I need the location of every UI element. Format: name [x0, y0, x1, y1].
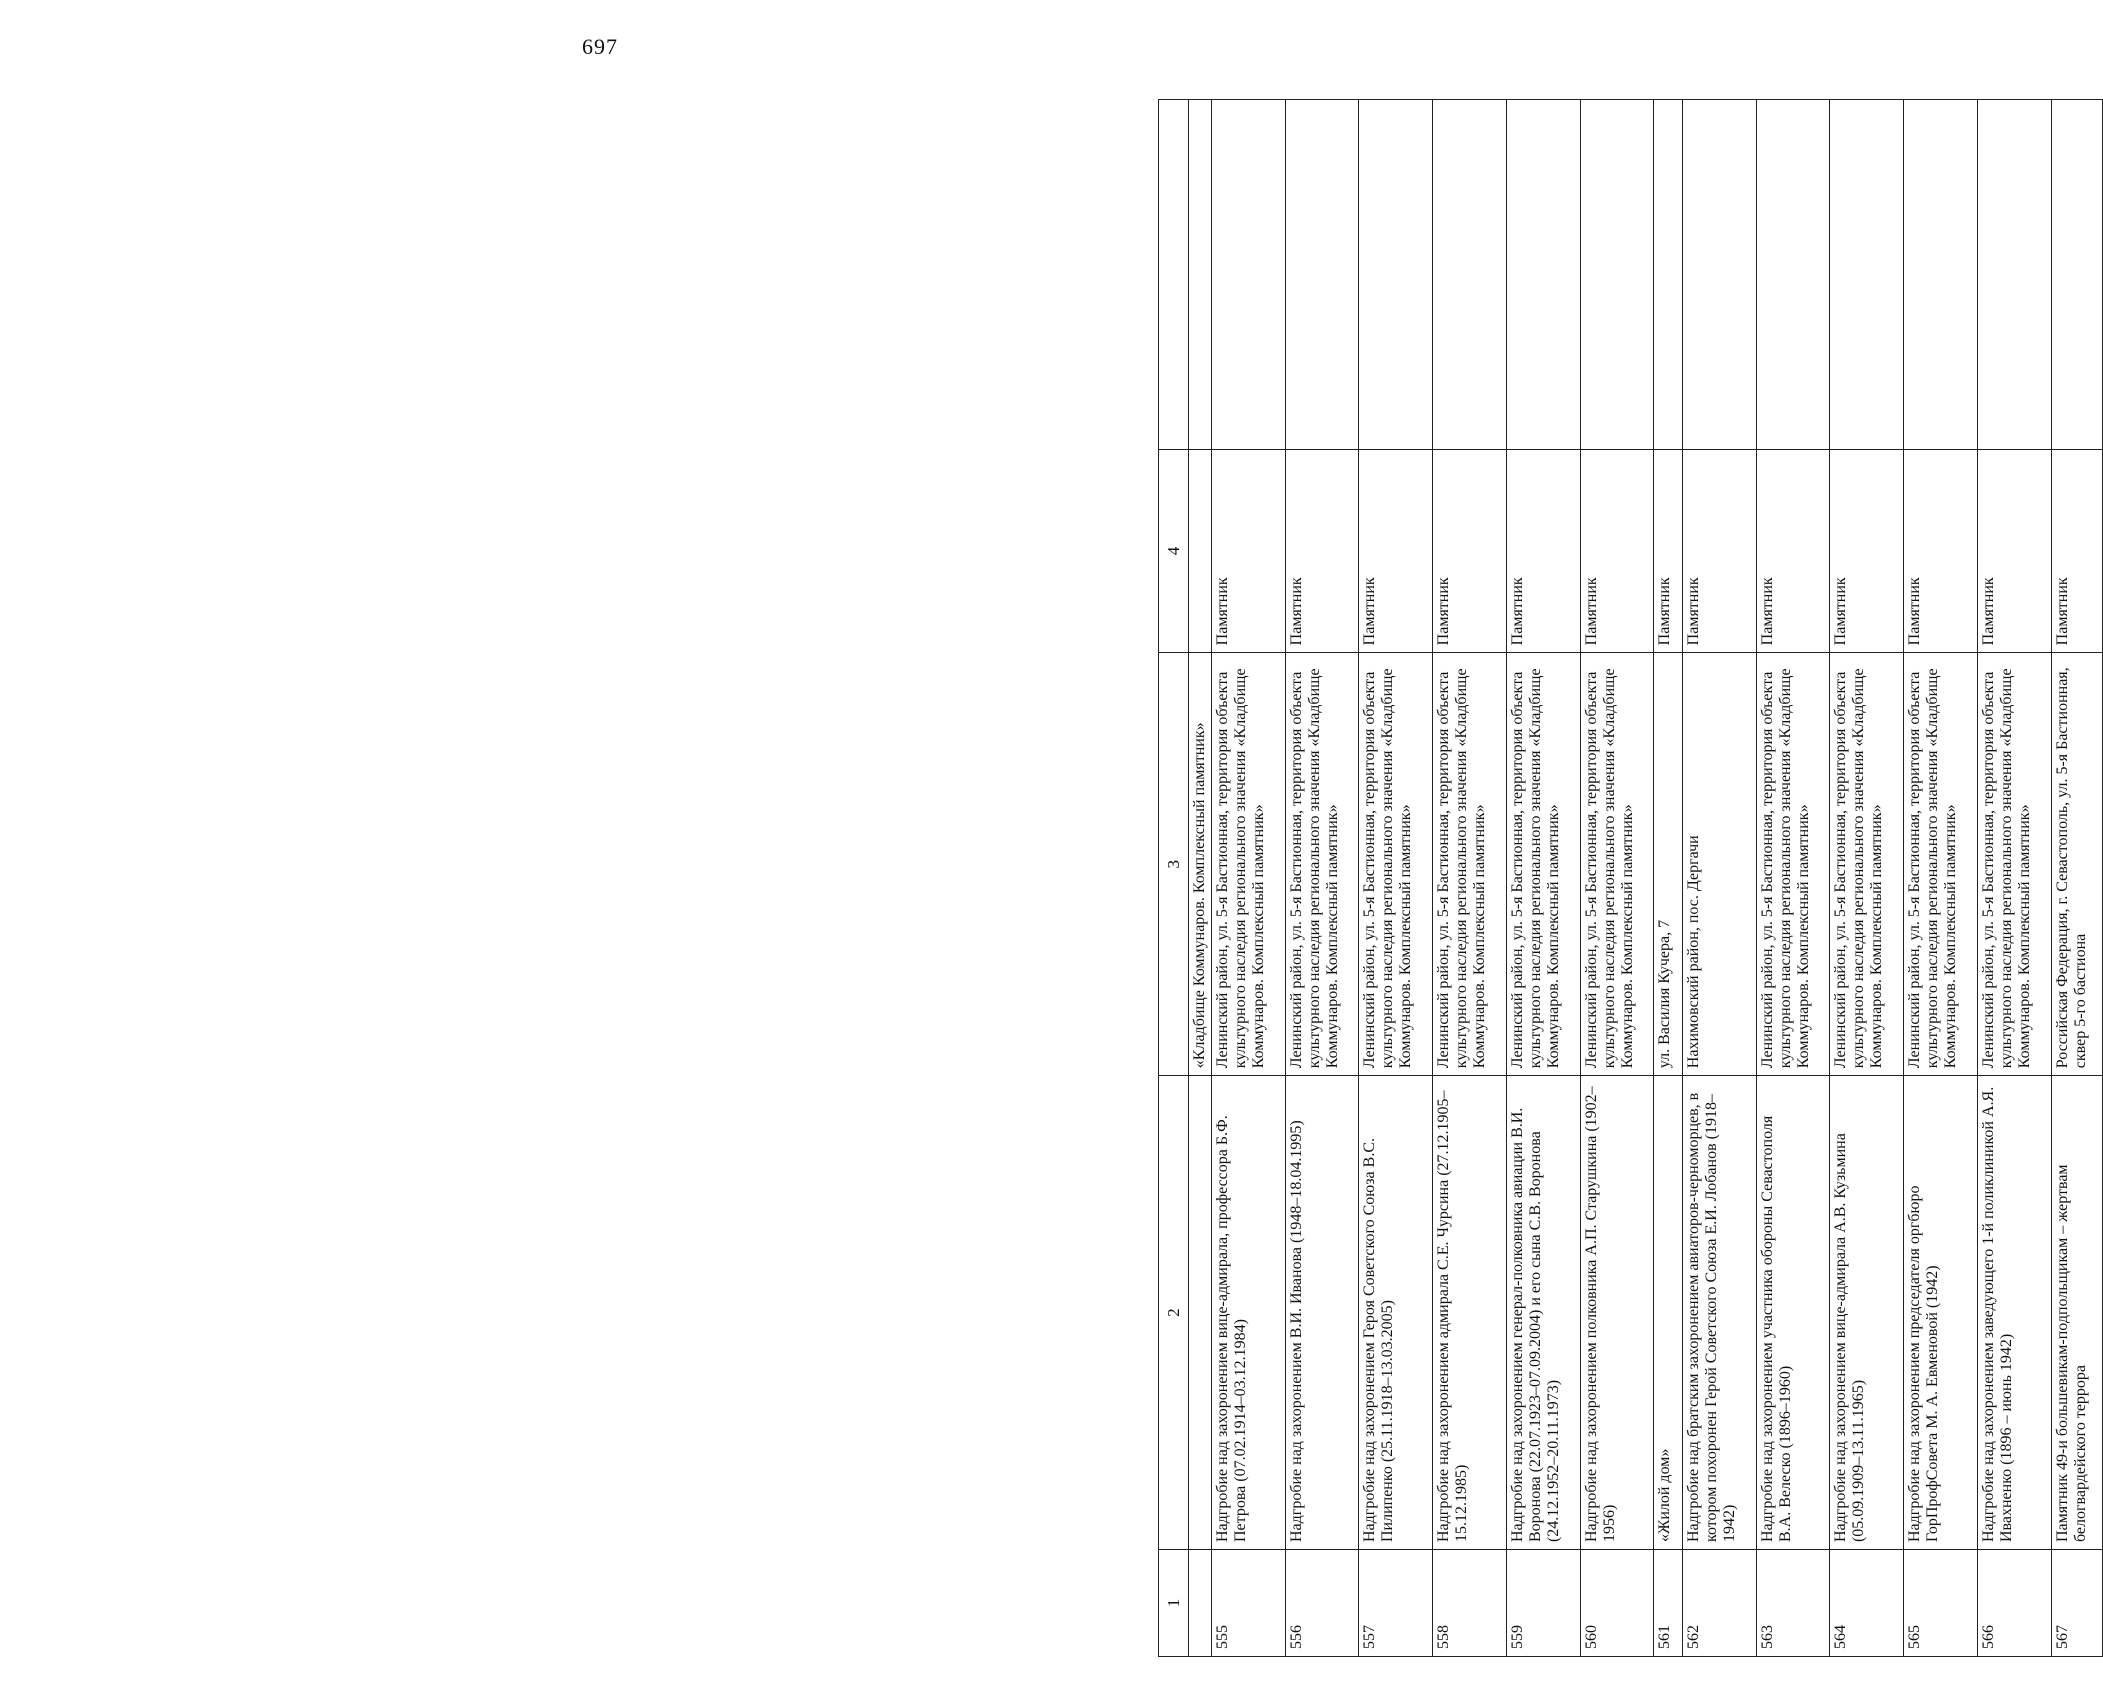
row-address: Ленинский район, ул. 5-я Бастионная, территория объекта культурного наследия регионального значения «Кладбище Коммунаров. Комплексный памятник»: [1830, 653, 1904, 1076]
table-row: [1285, 100, 1359, 1657]
row-type: Памятник: [1756, 449, 1830, 653]
row-name: Надгробие над захоронением адмирала С.Е. Чурсина (27.12.1905–15.12.1985): [1433, 1076, 1507, 1550]
row-name: Надгробие над захоронением участника обороны Севастополя В.А. Велеско (1896–1960): [1756, 1076, 1830, 1550]
row-name: Надгробие над братским захоронением авиаторов-черноморцев, в котором похоронен Герой Советского Союза Е.И. Лобанов (1918–1942): [1683, 1076, 1757, 1550]
table-row: [1580, 100, 1654, 1657]
row-type: Памятник: [1683, 449, 1757, 653]
row-number: 557: [1359, 1550, 1433, 1657]
table-cell: [1189, 1076, 1212, 1550]
row-type: Памятник: [1904, 449, 1978, 653]
row-type: Памятник: [1506, 449, 1580, 653]
row-address: Нахимовский район, пос. Дергачи: [1683, 653, 1757, 1076]
row-name: Надгробие над захоронением заведующего 1-й поликлиникой А.Я. Ивахненко (1896 – июнь 1942): [1977, 1076, 2051, 1550]
row-address: Ленинский район, ул. 5-я Бастионная, территория объекта культурного наследия регионального значения «Кладбище Коммунаров. Комплексный памятник»: [1433, 653, 1507, 1076]
table-row: [1683, 100, 1757, 1657]
row-address: Ленинский район, ул. 5-я Бастионная, территория объекта культурного наследия регионального значения «Кладбище Коммунаров. Комплексный памятник»: [1756, 653, 1830, 1076]
row-name: «Жилой дом»: [1654, 1076, 1683, 1550]
row-address: Ленинский район, ул. 5-я Бастионная, территория объекта культурного наследия регионального значения «Кладбище Коммунаров. Комплексный памятник»: [1580, 653, 1654, 1076]
row-number: 560: [1580, 1550, 1654, 1657]
row-type: Памятник: [1977, 449, 2051, 653]
row-number: 558: [1433, 1550, 1507, 1657]
row-name: Памятник 49-и большевикам-подпольщикам – жертвам белогвардейского террора: [2051, 1076, 2102, 1550]
table-row: [2051, 100, 2102, 1657]
row-name: Надгробие над захоронением полковника А.П. Старушкина (1902–1956): [1580, 1076, 1654, 1550]
row-address: Ленинский район, ул. 5-я Бастионная, территория объекта культурного наследия регионального значения «Кладбище Коммунаров. Комплексный памятник»: [1506, 653, 1580, 1076]
table-row: [1212, 100, 1286, 1657]
row-empty: [1580, 100, 1654, 450]
row-name: Надгробие над захоронением В.И. Иванова (1948–18.04.1995): [1285, 1076, 1359, 1550]
row-name: Надгробие над захоронением вице-адмирала А.В. Кузьмина (05.09.1909–13.11.1965): [1830, 1076, 1904, 1550]
header-col-empty: [1159, 100, 1189, 450]
row-number: 564: [1830, 1550, 1904, 1657]
header-col-2: 2: [1159, 1076, 1189, 1550]
header-col-4: 4: [1159, 449, 1189, 653]
table-row: [1359, 100, 1433, 1657]
row-number: 556: [1285, 1550, 1359, 1657]
row-address: Ленинский район, ул. 5-я Бастионная, территория объекта культурного наследия регионального значения «Кладбище Коммунаров. Комплексный памятник»: [1212, 653, 1286, 1076]
row-empty: [1285, 100, 1359, 450]
row-empty: [1683, 100, 1757, 450]
row-name: Надгробие над захоронением вице-адмирала, профессора Б.Ф. Петрова (07.02.1914–03.12.1984): [1212, 1076, 1286, 1550]
header-col-3: 3: [1159, 653, 1189, 1076]
row-number: 555: [1212, 1550, 1286, 1657]
row-address: Ленинский район, ул. 5-я Бастионная, территория объекта культурного наследия регионального значения «Кладбище Коммунаров. Комплексный памятник»: [1285, 653, 1359, 1076]
table-cell: [1189, 449, 1212, 653]
table-cell: [1189, 100, 1212, 450]
row-name: Надгробие над захоронением генерал-полковника авиации В.И. Воронова (22.07.1923–07.09.2004) и его сына С.В. Воронова (24.12.1952–20.11.1973): [1506, 1076, 1580, 1550]
row-address: Ленинский район, ул. 5-я Бастионная, территория объекта культурного наследия регионального значения «Кладбище Коммунаров. Комплексный памятник»: [1359, 653, 1433, 1076]
row-address: ул. Василия Кучера, 7: [1654, 653, 1683, 1076]
row-empty: [1904, 100, 1978, 450]
row-type: Памятник: [1580, 449, 1654, 653]
table-row: [1433, 100, 1507, 1657]
row-number: 566: [1977, 1550, 2051, 1657]
row-type: Памятник: [1830, 449, 1904, 653]
row-type: Памятник: [1212, 449, 1286, 653]
row-empty: [1756, 100, 1830, 450]
row-number: 562: [1683, 1550, 1757, 1657]
row-type: Памятник: [1654, 449, 1683, 653]
row-empty: [1212, 100, 1286, 450]
row-number: 565: [1904, 1550, 1978, 1657]
row-number: 563: [1756, 1550, 1830, 1657]
table-row: [1756, 100, 1830, 1657]
row-address: Ленинский район, ул. 5-я Бастионная, территория объекта культурного наследия регионального значения «Кладбище Коммунаров. Комплексный памятник»: [1977, 653, 2051, 1076]
page-number: 697: [582, 34, 618, 59]
header-col-1: 1: [1159, 1550, 1189, 1657]
row-number: 567: [2051, 1550, 2102, 1657]
row-type: Памятник: [2051, 449, 2102, 653]
continuation-address: «Кладбище Коммунаров. Комплексный памятник»: [1189, 653, 1212, 1076]
table-row: [1830, 100, 1904, 1657]
table-cell: [1189, 1550, 1212, 1657]
row-empty: [2051, 100, 2102, 450]
row-address: Ленинский район, ул. 5-я Бастионная, территория объекта культурного наследия регионального значения «Кладбище Коммунаров. Комплексный памятник»: [1904, 653, 1978, 1076]
row-empty: [1506, 100, 1580, 450]
heritage-registry-table: [1158, 99, 2103, 1657]
row-type: Памятник: [1285, 449, 1359, 653]
row-empty: [1654, 100, 1683, 450]
row-name: Надгробие над захоронением председателя оргбюро ГорПрофСовета М. А. Евменовой (1942): [1904, 1076, 1978, 1550]
table-header-row: [1159, 100, 1189, 1657]
row-address: Российская Федерация, г. Севастополь, ул. 5-я Бастионная, сквер 5-го бастиона: [2051, 653, 2102, 1076]
row-empty: [1977, 100, 2051, 450]
row-type: Памятник: [1433, 449, 1507, 653]
row-empty: [1433, 100, 1507, 450]
row-empty: [1830, 100, 1904, 450]
table-row: [1654, 100, 1683, 1657]
table-row: [1506, 100, 1580, 1657]
table-row: [1904, 100, 1978, 1657]
row-number: 561: [1654, 1550, 1683, 1657]
rotated-table-wrapper: [1158, 99, 2103, 1657]
row-empty: [1359, 100, 1433, 450]
row-type: Памятник: [1359, 449, 1433, 653]
continuation-row: [1189, 100, 1212, 1657]
row-name: Надгробие над захоронением Героя Советского Союза В.С. Пилипенко (25.11.1918–13.03.2005): [1359, 1076, 1433, 1550]
table-row: [1977, 100, 2051, 1657]
row-number: 559: [1506, 1550, 1580, 1657]
